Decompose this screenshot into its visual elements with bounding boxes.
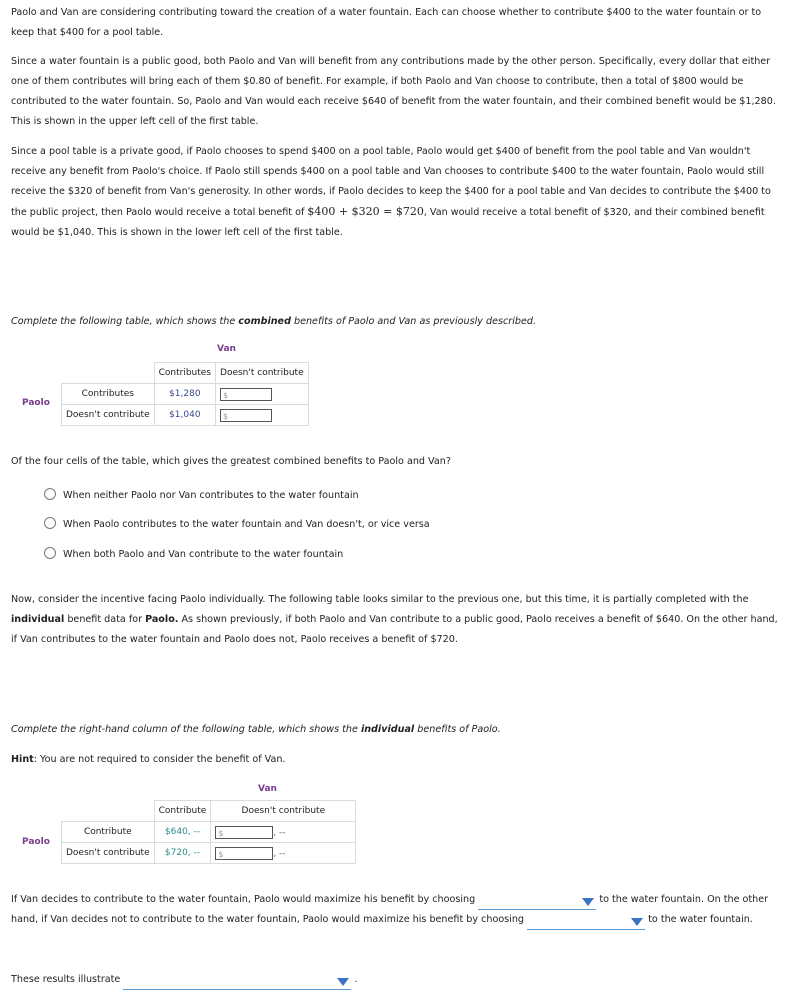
benefit-equation: $400 + $320 = $720 <box>307 205 424 218</box>
van-contributes-choice-dropdown[interactable] <box>478 895 596 910</box>
table1-col-contributes: Contributes <box>154 363 215 384</box>
table2-cell-paolo-only: $ , -- <box>211 822 356 843</box>
option-both[interactable]: When both Paolo and Van contribute to the water fountain <box>44 547 343 563</box>
radio-icon[interactable] <box>44 517 56 529</box>
table2-cell-neither: $ , -- <box>211 843 356 864</box>
radio-icon[interactable] <box>44 547 56 559</box>
table1-row-contributes: Contributes <box>62 384 155 405</box>
table1-row-doesnt-contribute: Doesn't contribute <box>62 405 155 426</box>
table2-row-contribute: Contribute <box>62 822 155 843</box>
table1-input-r2c2[interactable]: $ <box>220 409 272 422</box>
table2-cell-both: $640, -- <box>154 822 211 843</box>
results-sentence: These results illustrate . <box>11 970 779 990</box>
table2-col-contribute: Contribute <box>154 801 211 822</box>
table2-van-label: Van <box>258 784 277 794</box>
table1-instruction: Complete the following table, which shows the combined benefits of Paolo and Van as previously described. <box>11 316 536 327</box>
table1-cell-paolo-only <box>216 384 309 405</box>
table2-cell-van-only: $720, -- <box>154 843 211 864</box>
van-not-contribute-choice-dropdown[interactable] <box>527 915 645 930</box>
table1-cell-neither <box>216 405 309 426</box>
option-one-contributes[interactable]: When Paolo contributes to the water fountain and Van doesn't, or vice versa <box>44 517 430 533</box>
table2-input-r2c2[interactable]: $ <box>215 847 273 860</box>
table2-instruction: Complete the right-hand column of the following table, which shows the individual benefits of Paolo. <box>11 724 501 735</box>
table1-input-r1c2[interactable]: $ <box>220 388 272 401</box>
table1-van-label: Van <box>217 344 236 354</box>
table1-col-doesnt-contribute: Doesn't contribute <box>216 363 309 384</box>
table1-paolo-label: Paolo <box>22 398 50 408</box>
table2-input-r1c2[interactable]: $ <box>215 826 273 839</box>
combined-benefits-table <box>61 362 309 426</box>
hint: Hint: You are not required to consider the benefit of Van. <box>11 754 286 765</box>
intro-paragraph: Paolo and Van are considering contributing toward the creation of a water fountain. Each can choose whether to contribute $400 to the water fountain or to keep that $400 for a pool table. <box>11 7 762 38</box>
public-good-paragraph: Since a water fountain is a public good, both Paolo and Van will benefit from any contributions made by the other person. Specifically, every dollar that either one of them contributes will bring each of them $0.80 of benefit. For example, if both Paolo and Van choose to contribute, then a total of $800 would be contributed to the water fountain. So, Paolo and Van would each receive $640 of benefit from the water fountain, and their combined benefit would be $1,280. This is shown in the upper left cell of the first table. <box>11 56 776 127</box>
individual-benefits-table <box>61 800 356 864</box>
choice-sentence: If Van decides to contribute to the water fountain, Paolo would maximize his benefit by choosing to the water fountain. On the other hand, if Van decides not to contribute to the water fountain, Paolo would maximize his benefit by choosing to the water fountain. <box>11 890 779 930</box>
combined-question: Of the four cells of the table, which gives the greatest combined benefits to Paolo and Van? <box>11 456 451 467</box>
table2-paolo-label: Paolo <box>22 837 50 847</box>
radio-icon[interactable] <box>44 488 56 500</box>
chevron-down-icon <box>631 918 643 926</box>
table1-cell-both: $1,280 <box>154 384 215 405</box>
chevron-down-icon <box>582 898 594 906</box>
chevron-down-icon <box>337 978 349 986</box>
individual-incentive-paragraph: Now, consider the incentive facing Paolo individually. The following table looks similar to the previous one, but this time, it is partially completed with the individual benefit data for Paolo. As shown previously, if both Paolo and Van contribute to a public good, Paolo receives a benefit of $640. On the other hand, if Van contributes to the water fountain and Paolo does not, Paolo receives a benefit of $720. <box>11 594 778 645</box>
table2-col-doesnt-contribute: Doesn't contribute <box>211 801 356 822</box>
option-neither[interactable]: When neither Paolo nor Van contributes to the water fountain <box>44 488 359 504</box>
table2-row-doesnt-contribute: Doesn't contribute <box>62 843 155 864</box>
private-good-paragraph: Since a pool table is a private good, if Paolo chooses to spend $400 on a pool table, Paolo would get $400 of benefit from the pool table and Van wouldn't receive any benefit from Paolo's choice. If Paolo still spends $400 on a pool table and Van chooses to contribute $400 to the water fountain, Paolo would still receive the $320 of benefit from Van's generosity. In other words, if Paolo decides to keep the $400 for a pool table and Van decides to contribute the $400 to the public project, then Paolo would receive a total benefit of $400 + $320 = $720, Van would receive a total benefit of $320, and their combined benefit would be $1,040. This is shown in the lower left cell of the first table. <box>11 146 771 238</box>
results-dropdown[interactable] <box>123 975 351 990</box>
table1-cell-van-only: $1,040 <box>154 405 215 426</box>
